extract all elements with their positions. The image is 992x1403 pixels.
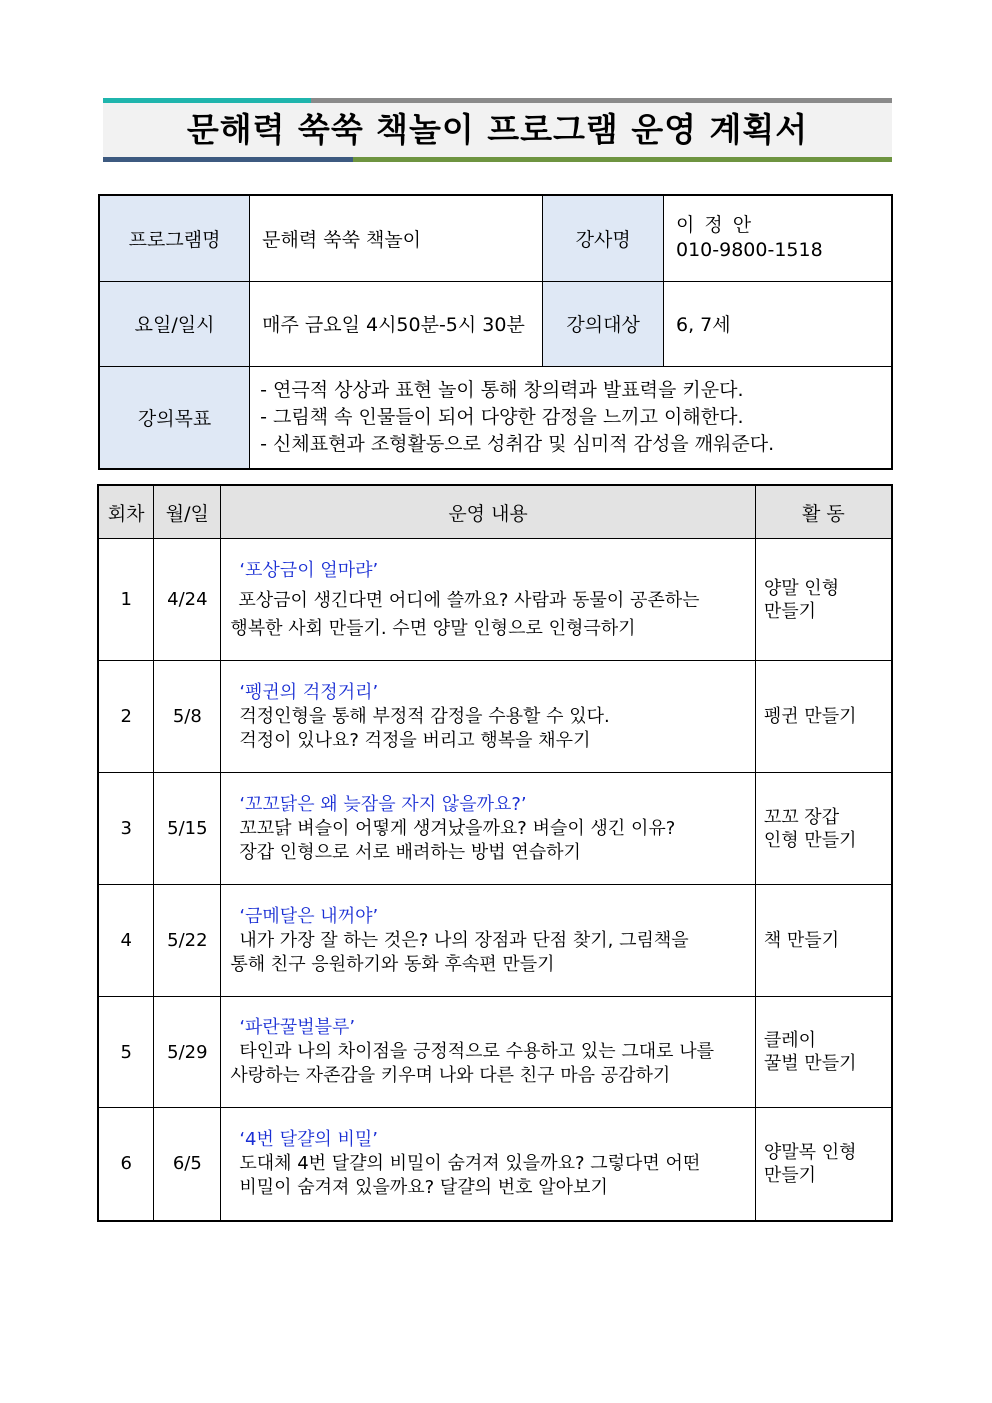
table-row bbox=[98, 539, 892, 661]
session-number: 4 bbox=[98, 885, 154, 997]
goal-item: - 연극적 상상과 표현 놀이 통해 창의력과 발표력을 키운다. bbox=[260, 378, 744, 401]
program-info-table bbox=[98, 194, 893, 470]
session-content bbox=[221, 773, 756, 885]
table-row bbox=[98, 997, 892, 1108]
session-desc-line: 포상금이 생긴다면 어디에 쓸까요? 사람과 동물이 공존하는 bbox=[238, 589, 700, 611]
session-date: 6/5 bbox=[154, 1108, 221, 1221]
session-desc-line: 사랑하는 자존감을 키우며 나와 다른 친구 마음 공감하기 bbox=[230, 1065, 671, 1086]
instructor-phone: 010-9800-1518 bbox=[676, 239, 823, 262]
activity-line: 인형 만들기 bbox=[763, 829, 857, 851]
table-row bbox=[98, 773, 892, 885]
session-desc-line: 걱정인형을 통해 부정적 감정을 수용할 수 있다. bbox=[239, 705, 610, 727]
session-desc-line: 도대체 4번 달걀의 비밀이 숨겨져 있을까요? 그렇다면 어떤 bbox=[239, 1152, 701, 1174]
target-label: 강의대상 bbox=[543, 281, 664, 366]
session-content bbox=[221, 997, 756, 1108]
instructor-name: 이 정 안 bbox=[676, 214, 754, 237]
session-desc-line: 꼬꼬닭 벼슬이 어떻게 생겨났을까요? 벼슬이 생긴 이유? bbox=[239, 817, 676, 839]
header-activity: 활 동 bbox=[755, 485, 892, 539]
program-value: 문해력 쑥쑥 책놀이 bbox=[250, 195, 543, 281]
session-title: ‘꼬꼬닭은 왜 늦잠을 자지 않을까요?’ bbox=[239, 793, 527, 815]
session-title: ‘포상금이 얼마랴’ bbox=[239, 559, 379, 581]
goal-label: 강의목표 bbox=[99, 366, 250, 469]
session-title: ‘펭귄의 걱정거리’ bbox=[239, 681, 379, 703]
session-title: ‘파란꿀벌블루’ bbox=[239, 1017, 356, 1038]
page-title: 문해력 쑥쑥 책놀이 프로그램 운영 계획서 bbox=[186, 110, 809, 149]
session-activity bbox=[755, 1108, 892, 1221]
session-desc-line: 장갑 인형으로 서로 배려하는 방법 연습하기 bbox=[239, 841, 581, 863]
header-content: 운영 내용 bbox=[221, 485, 756, 539]
info-row-schedule bbox=[99, 281, 892, 366]
session-desc-line: 내가 가장 잘 하는 것은? 나의 장점과 단점 찾기, 그림책을 bbox=[239, 929, 689, 951]
goal-cell bbox=[250, 366, 892, 469]
session-date: 5/8 bbox=[154, 661, 221, 773]
session-content bbox=[221, 661, 756, 773]
schedule-header-row bbox=[98, 485, 892, 539]
program-label: 프로그램명 bbox=[99, 195, 250, 281]
session-activity bbox=[755, 773, 892, 885]
table-row bbox=[98, 661, 892, 773]
info-row-program bbox=[99, 195, 892, 281]
session-content bbox=[221, 1108, 756, 1221]
target-value: 6, 7세 bbox=[664, 281, 893, 366]
session-number: 3 bbox=[98, 773, 154, 885]
activity-line: 양말목 인형 bbox=[763, 1141, 857, 1163]
header-session: 회차 bbox=[98, 485, 154, 539]
session-desc-line: 타인과 나의 차이점을 긍정적으로 수용하고 있는 그대로 나를 bbox=[239, 1041, 715, 1062]
table-row bbox=[98, 1108, 892, 1221]
activity-line: 책 만들기 bbox=[763, 930, 840, 951]
session-number: 1 bbox=[98, 539, 154, 661]
instructor-cell bbox=[664, 195, 893, 281]
schedule-table bbox=[97, 484, 893, 1222]
activity-line: 클레이 bbox=[763, 1030, 816, 1051]
session-title: ‘4번 달걀의 비밀’ bbox=[239, 1128, 378, 1150]
session-desc-line: 비밀이 숨겨져 있을까요? 달걀의 번호 알아보기 bbox=[239, 1176, 608, 1198]
session-activity bbox=[755, 885, 892, 997]
goal-item: - 신체표현과 조형활동으로 성취감 및 심미적 감성을 깨워준다. bbox=[260, 432, 775, 455]
activity-line: 펭귄 만들기 bbox=[763, 706, 857, 727]
activity-line: 꼬꼬 장갑 bbox=[763, 806, 840, 828]
session-content bbox=[221, 539, 756, 661]
activity-line: 만들기 bbox=[763, 1164, 816, 1186]
activity-line: 양말 인형 bbox=[763, 577, 840, 599]
header-date: 월/일 bbox=[154, 485, 221, 539]
schedule-value: 매주 금요일 4시50분-5시 30분 bbox=[250, 281, 543, 366]
session-number: 6 bbox=[98, 1108, 154, 1221]
session-title: ‘금메달은 내꺼야’ bbox=[239, 905, 379, 927]
activity-line: 꿀벌 만들기 bbox=[763, 1053, 857, 1074]
session-activity bbox=[755, 997, 892, 1108]
instructor-label: 강사명 bbox=[543, 195, 664, 281]
table-row bbox=[98, 885, 892, 997]
activity-line: 만들기 bbox=[763, 600, 816, 622]
session-number: 2 bbox=[98, 661, 154, 773]
session-desc-line: 통해 친구 응원하기와 동화 후속편 만들기 bbox=[230, 953, 555, 975]
title-banner bbox=[103, 98, 892, 166]
title-bottom-rule bbox=[103, 157, 892, 162]
session-desc-line: 행복한 사회 만들기. 수면 양말 인형으로 인형극하기 bbox=[230, 617, 636, 639]
session-date: 5/15 bbox=[154, 773, 221, 885]
schedule-label: 요일/일시 bbox=[99, 281, 250, 366]
session-date: 5/22 bbox=[154, 885, 221, 997]
info-row-goal bbox=[99, 366, 892, 469]
session-activity bbox=[755, 539, 892, 661]
session-number: 5 bbox=[98, 997, 154, 1108]
goal-item: - 그림책 속 인물들이 되어 다양한 감정을 느끼고 이해한다. bbox=[260, 405, 744, 428]
session-content bbox=[221, 885, 756, 997]
session-activity bbox=[755, 661, 892, 773]
session-date: 4/24 bbox=[154, 539, 221, 661]
session-date: 5/29 bbox=[154, 997, 221, 1108]
session-desc-line: 걱정이 있나요? 걱정을 버리고 행복을 채우기 bbox=[239, 729, 591, 751]
